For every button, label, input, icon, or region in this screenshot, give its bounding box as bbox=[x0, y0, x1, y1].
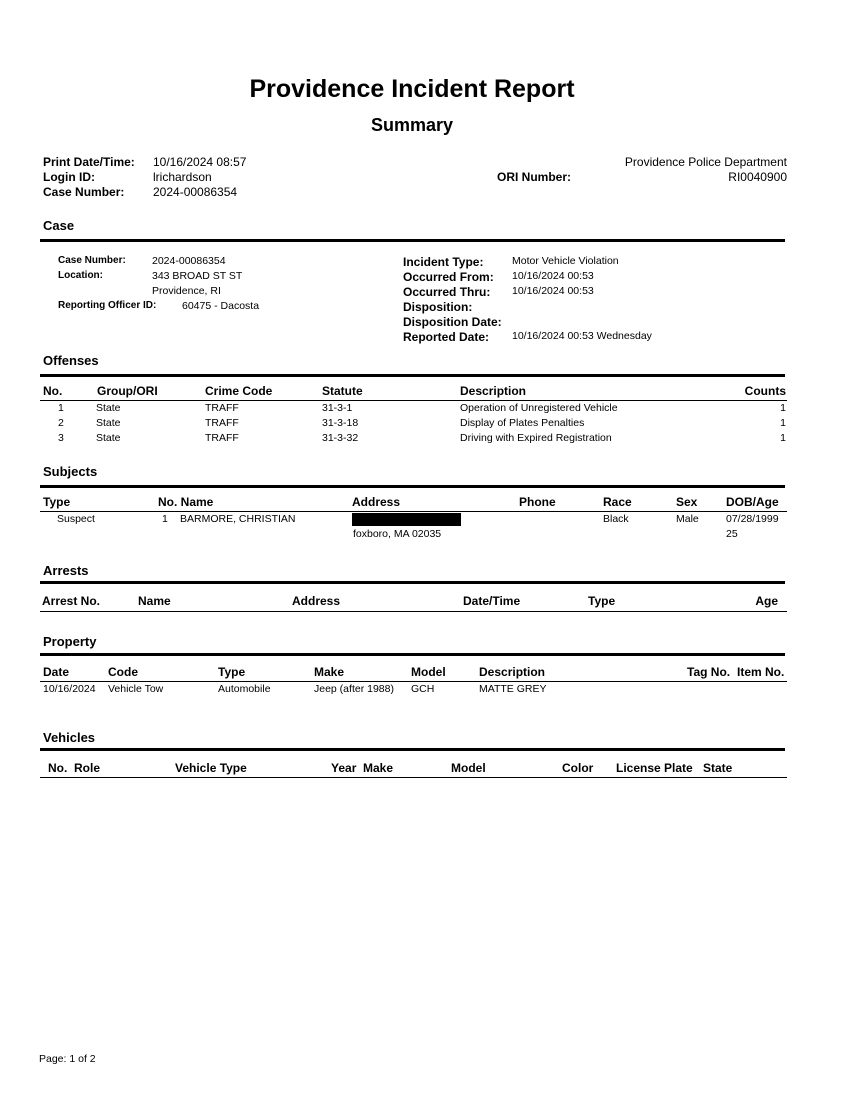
subjects-col-type: Type bbox=[43, 495, 71, 509]
property-code: Vehicle Tow bbox=[108, 683, 164, 695]
vehicles-col-license-plate: License Plate bbox=[616, 761, 693, 775]
offense-code: TRAFF bbox=[205, 417, 239, 429]
occurred-thru-label: Occurred Thru: bbox=[403, 285, 491, 299]
offense-no: 1 bbox=[58, 402, 64, 414]
reporting-officer-value: 60475 - Dacosta bbox=[182, 300, 260, 312]
reported-date-value: 10/16/2024 00:53 Wednesday bbox=[512, 330, 652, 342]
disposition-label: Disposition: bbox=[403, 300, 473, 314]
header-case-label: Case Number: bbox=[43, 185, 125, 199]
vehicles-header-rule bbox=[40, 777, 787, 778]
offenses-header-rule bbox=[40, 400, 787, 401]
offense-code: TRAFF bbox=[205, 432, 239, 444]
incident-type-value: Motor Vehicle Violation bbox=[512, 255, 619, 267]
offense-statute: 31-3-32 bbox=[322, 432, 359, 444]
reporting-officer-label: Reporting Officer ID: bbox=[58, 300, 157, 311]
print-date-value: 10/16/2024 08:57 bbox=[153, 155, 247, 169]
location-label: Location: bbox=[58, 270, 103, 281]
login-id-label: Login ID: bbox=[43, 170, 95, 184]
offense-counts: 1 bbox=[780, 432, 786, 444]
login-id-value: lrichardson bbox=[153, 170, 212, 184]
property-col-date: Date bbox=[43, 665, 70, 679]
subjects-col-phone: Phone bbox=[519, 495, 556, 509]
subject-no: 1 bbox=[162, 513, 168, 525]
property-section-title: Property bbox=[43, 634, 97, 649]
vehicles-col-model: Model bbox=[451, 761, 486, 775]
arrests-col-name: Name bbox=[138, 594, 171, 608]
offenses-col-description: Description bbox=[460, 384, 527, 398]
arrests-col-address: Address bbox=[292, 594, 341, 608]
vehicles-divider bbox=[40, 748, 785, 751]
arrests-header-rule bbox=[40, 611, 787, 612]
vehicles-col-vehicle-type: Vehicle Type bbox=[175, 761, 247, 775]
offense-group: State bbox=[96, 417, 121, 429]
property-col-type: Type bbox=[218, 665, 246, 679]
arrests-col-type: Type bbox=[588, 594, 616, 608]
occurred-from-label: Occurred From: bbox=[403, 270, 494, 284]
subject-name: BARMORE, CHRISTIAN bbox=[180, 513, 296, 525]
offense-description: Display of Plates Penalties bbox=[460, 417, 585, 429]
property-description: MATTE GREY bbox=[479, 683, 547, 695]
subject-dob: 07/28/1999 bbox=[726, 513, 779, 525]
print-date-label: Print Date/Time: bbox=[43, 155, 135, 169]
case-divider bbox=[40, 239, 785, 242]
vehicles-col-state: State bbox=[703, 761, 733, 775]
subject-race: Black bbox=[603, 513, 629, 525]
subjects-col-address: Address bbox=[352, 495, 401, 509]
ori-number-label: ORI Number: bbox=[497, 170, 572, 184]
arrests-col-age: Age bbox=[755, 594, 778, 608]
location-line1: 343 BROAD ST ST bbox=[152, 270, 243, 282]
department-name: Providence Police Department bbox=[624, 155, 787, 169]
reported-date-label: Reported Date: bbox=[403, 330, 490, 344]
case-number-label: Case Number: bbox=[58, 255, 126, 266]
subjects-col-sex: Sex bbox=[676, 495, 698, 509]
subject-sex: Male bbox=[676, 513, 699, 525]
incident-type-label: Incident Type: bbox=[403, 255, 484, 269]
offense-code: TRAFF bbox=[205, 402, 239, 414]
page-number: Page: 1 of 2 bbox=[39, 1053, 96, 1065]
property-col-tag-no: Tag No. bbox=[687, 665, 731, 679]
arrests-col-date-time: Date/Time bbox=[463, 594, 521, 608]
property-col-item-no: Item No. bbox=[737, 665, 785, 679]
occurred-thru-value: 10/16/2024 00:53 bbox=[512, 285, 594, 297]
offense-group: State bbox=[96, 402, 121, 414]
case-section-title: Case bbox=[43, 218, 75, 233]
occurred-from-value: 10/16/2024 00:53 bbox=[512, 270, 594, 282]
property-col-code: Code bbox=[108, 665, 138, 679]
subjects-col-dob-age: DOB/Age bbox=[726, 495, 779, 509]
vehicles-col-make: Make bbox=[363, 761, 394, 775]
arrests-divider bbox=[40, 581, 785, 584]
offenses-col-group: Group/ORI bbox=[97, 384, 158, 398]
subject-address-line2: foxboro, MA 02035 bbox=[353, 528, 442, 540]
property-divider bbox=[40, 653, 785, 656]
offense-counts: 1 bbox=[780, 402, 786, 414]
offense-counts: 1 bbox=[780, 417, 786, 429]
vehicles-col-no: No. bbox=[48, 761, 68, 775]
vehicles-col-color: Color bbox=[562, 761, 594, 775]
property-header-rule bbox=[40, 681, 787, 682]
vehicles-section-title: Vehicles bbox=[43, 730, 96, 745]
case-number-value: 2024-00086354 bbox=[152, 255, 226, 267]
property-col-model: Model bbox=[411, 665, 446, 679]
header-case-value: 2024-00086354 bbox=[153, 185, 238, 199]
subject-type: Suspect bbox=[57, 513, 95, 525]
property-type: Automobile bbox=[218, 683, 271, 695]
property-model: GCH bbox=[411, 683, 435, 695]
offense-group: State bbox=[96, 432, 121, 444]
offenses-col-code: Crime Code bbox=[205, 384, 273, 398]
subjects-col-no-name: No. Name bbox=[158, 495, 214, 509]
property-make: Jeep (after 1988) bbox=[314, 683, 394, 695]
ori-number-value: RI0040900 bbox=[728, 170, 787, 184]
report-title: Providence Incident Report bbox=[249, 75, 575, 103]
property-col-description: Description bbox=[479, 665, 546, 679]
offense-no: 3 bbox=[58, 432, 64, 444]
property-date: 10/16/2024 bbox=[43, 683, 96, 695]
offenses-col-counts: Counts bbox=[744, 384, 786, 398]
redacted-address-block bbox=[352, 513, 461, 526]
offense-statute: 31-3-18 bbox=[322, 417, 359, 429]
vehicles-col-role: Role bbox=[74, 761, 101, 775]
subjects-header-rule bbox=[40, 511, 787, 512]
offenses-section-title: Offenses bbox=[43, 353, 99, 368]
location-line2: Providence, RI bbox=[152, 285, 221, 297]
offense-statute: 31-3-1 bbox=[322, 402, 353, 414]
arrests-section-title: Arrests bbox=[43, 563, 89, 578]
offense-no: 2 bbox=[58, 417, 64, 429]
subject-age: 25 bbox=[726, 528, 738, 540]
subjects-section-title: Subjects bbox=[43, 464, 98, 479]
subjects-divider bbox=[40, 485, 785, 488]
vehicles-col-year: Year bbox=[331, 761, 357, 775]
offense-description: Driving with Expired Registration bbox=[460, 432, 612, 444]
offense-description: Operation of Unregistered Vehicle bbox=[460, 402, 618, 414]
offenses-divider bbox=[40, 374, 785, 377]
offenses-col-statute: Statute bbox=[322, 384, 363, 398]
arrests-col-arrest-no: Arrest No. bbox=[42, 594, 101, 608]
offenses-col-no: No. bbox=[43, 384, 63, 398]
property-col-make: Make bbox=[314, 665, 345, 679]
disposition-date-label: Disposition Date: bbox=[403, 315, 502, 329]
report-subtitle: Summary bbox=[370, 115, 454, 135]
subjects-col-race: Race bbox=[603, 495, 632, 509]
